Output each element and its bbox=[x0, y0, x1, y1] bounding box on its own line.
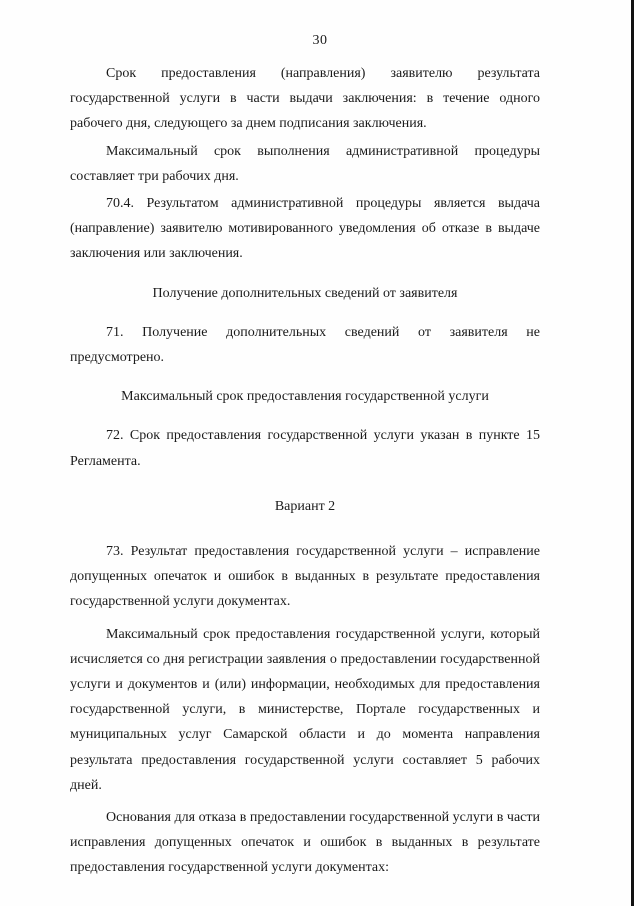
page-number: 30 bbox=[312, 33, 328, 48]
document-body bbox=[70, 61, 540, 888]
paragraph-max-procedure-term: Максимальный срок выполнения административной процедуры составляет три рабочих дня. bbox=[70, 143, 540, 184]
paragraph-73: 73. Результат предоставления государственной услуги – исправление допущенных опечаток и ошибок в выданных в результате предоставления государственной услуги документах. bbox=[70, 544, 540, 610]
paragraph-72: 72. Срок предоставления государственной услуги указан в пункте 15 Регламента. bbox=[70, 428, 540, 469]
paragraph-refusal-grounds: Основания для отказа в предоставлении государственной услуги в части исправления допущенных опечаток и ошибок в выданных в результате предоставления государственной услуги документах: bbox=[70, 810, 540, 876]
section-heading-variant-2: Вариант 2 bbox=[274, 498, 336, 514]
page-edge-line bbox=[631, 0, 634, 906]
section-heading-additional-info: Получение дополнительных сведений от заявителя bbox=[152, 285, 458, 301]
paragraph-71: 71. Получение дополнительных сведений от заявителя не предусмотрено. bbox=[70, 324, 540, 366]
paragraph-70-4: 70.4. Результатом административной процедуры является выдача (направление) заявителю мотивированного уведомления об отказе в выдаче заключения или заключения. bbox=[70, 196, 540, 262]
paragraph-max-service-term: Максимальный срок предоставления государственной услуги, который исчисляется со дня регистрации заявления о предоставлении государственной услуги и документов и (или) информации, необходимых для предоставления государственной услуги, в министерстве, Портале государственных и муниципальных услуг Самарской области и до момента направления результата предоставления государственной услуги составляет 5 рабочих дней. bbox=[70, 626, 540, 793]
section-heading-max-term: Максимальный срок предоставления государственной услуги bbox=[121, 389, 489, 405]
paragraph-result-delivery-term: Срок предоставления (направления) заявителю результата государственной услуги в части выдачи заключения: в течение одного рабочего дня, следующего за днем подписания заключения. bbox=[70, 66, 540, 132]
